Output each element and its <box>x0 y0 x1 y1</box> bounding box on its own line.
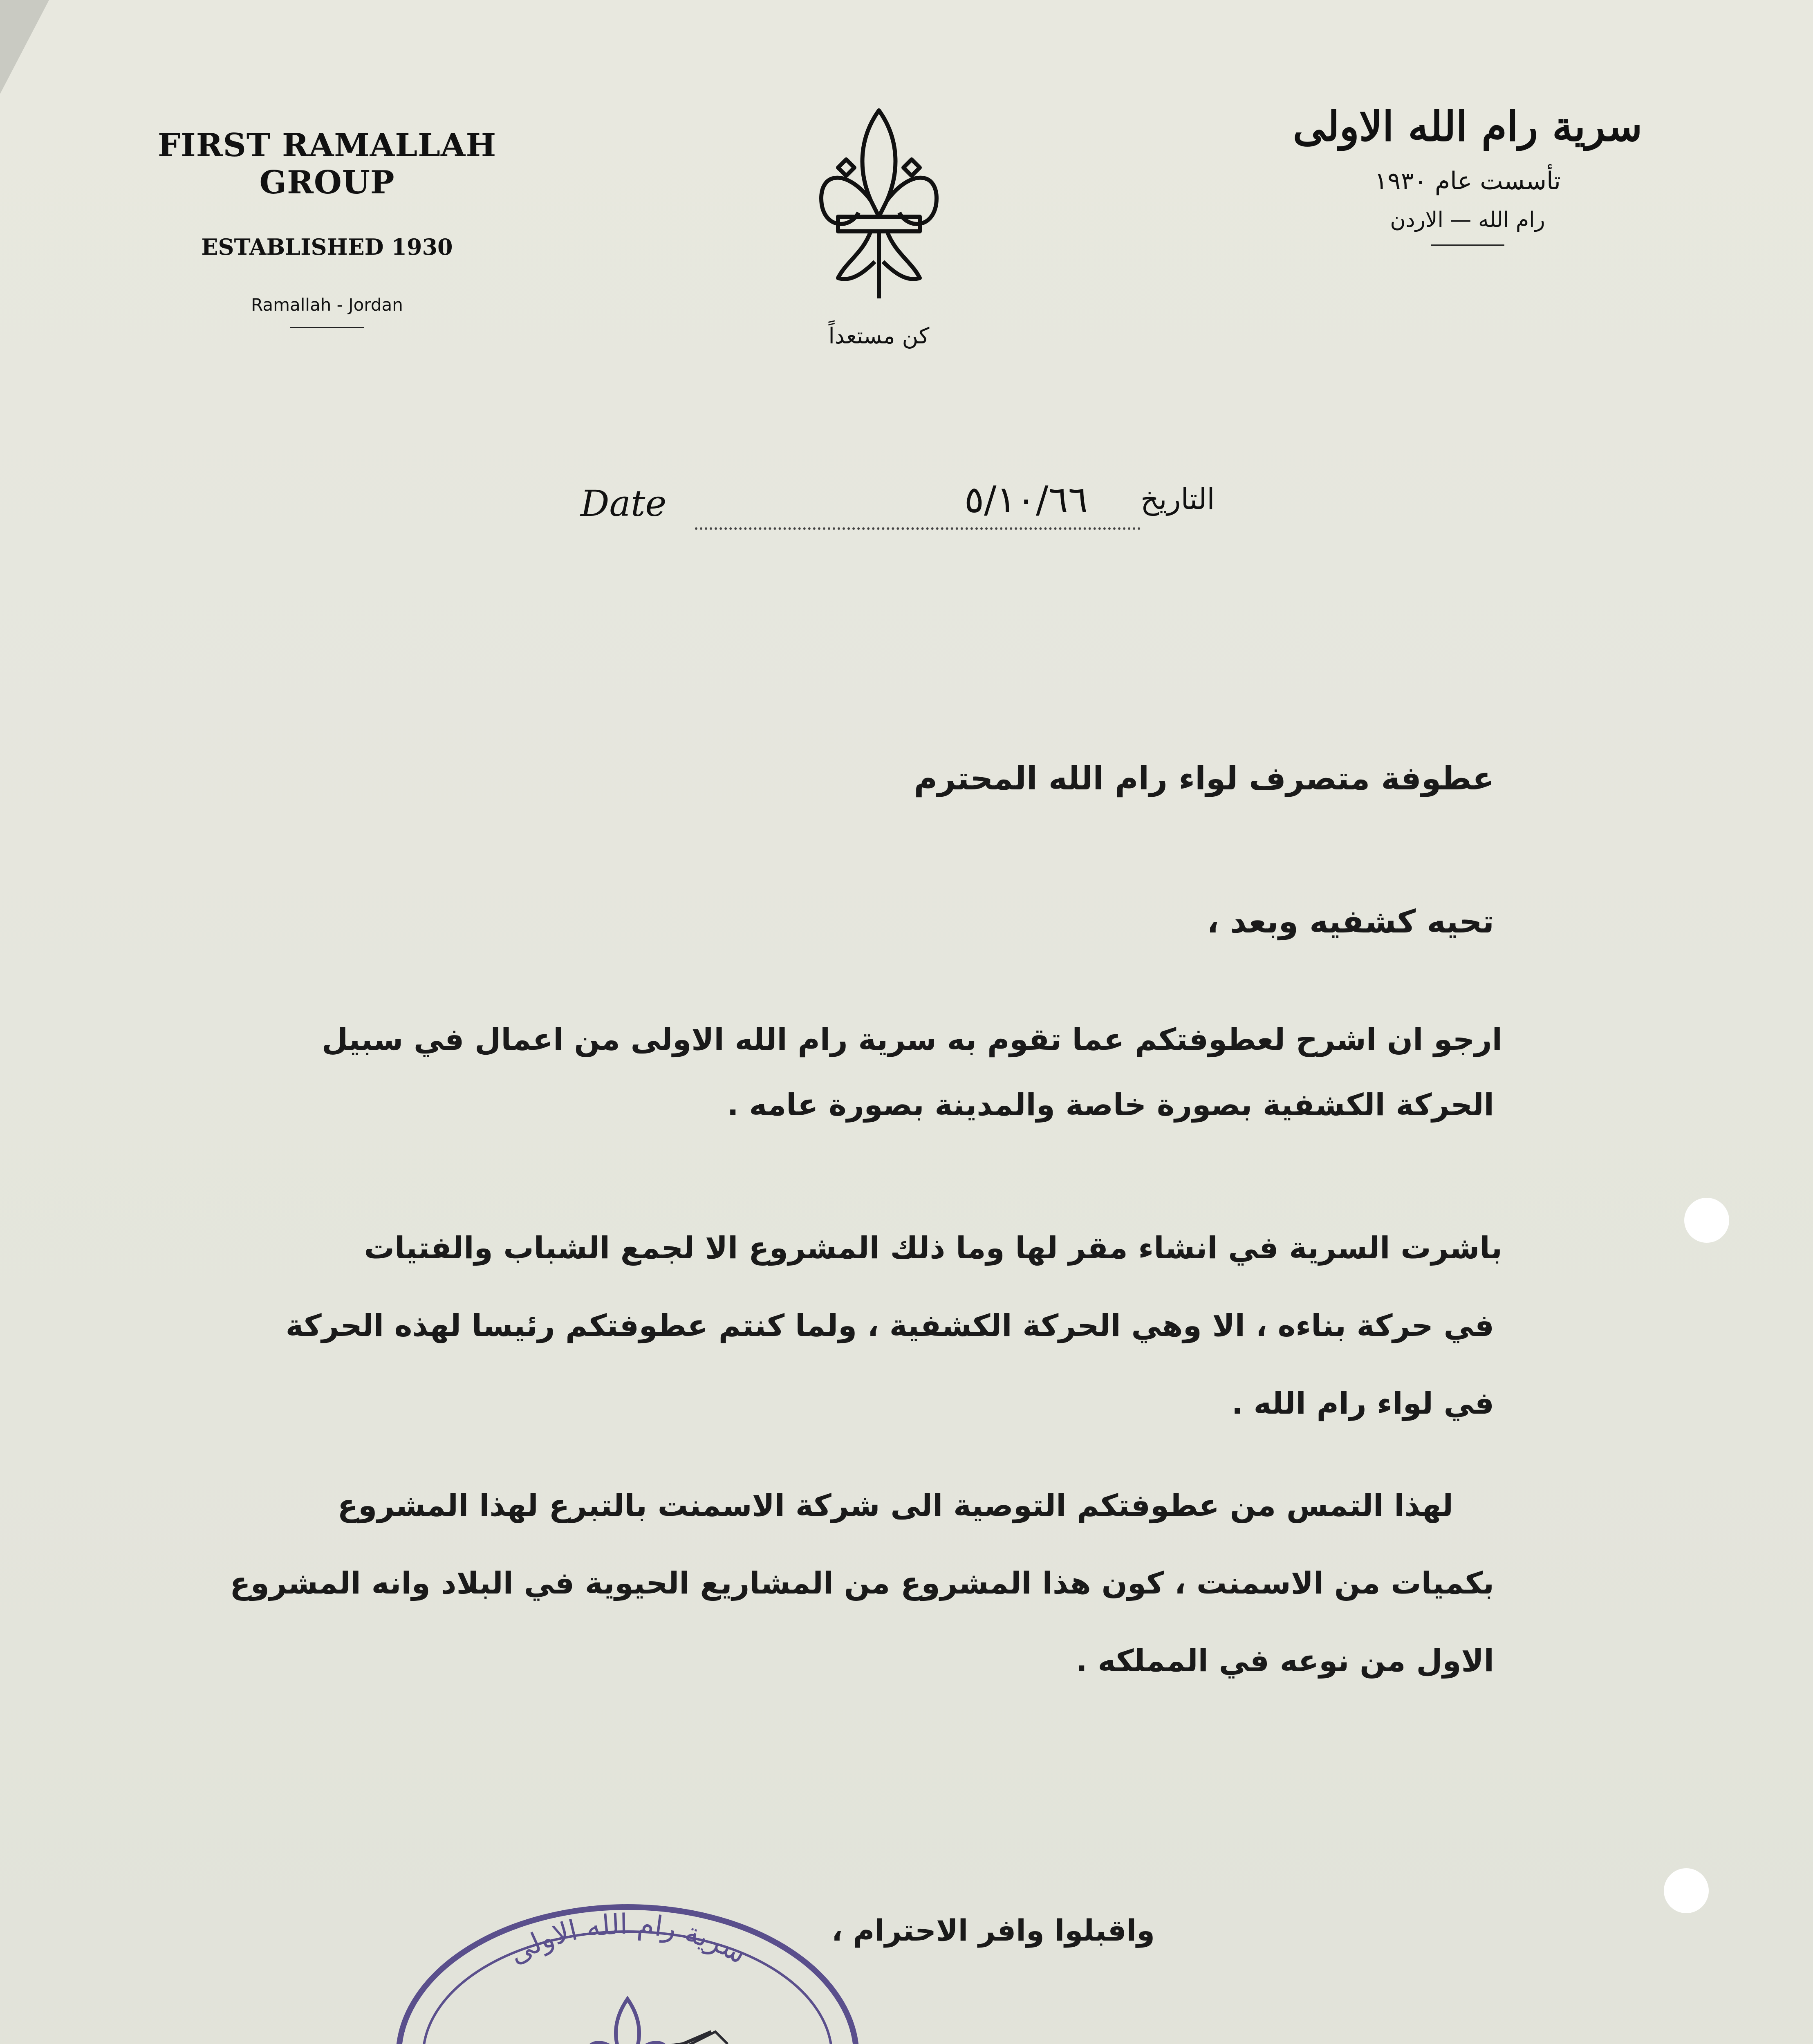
location-ar: رام الله — الاردن <box>1390 208 1545 232</box>
motto: كن مستعداً <box>828 323 930 349</box>
closing: واقبلوا وافر الاحترام ، <box>831 1913 1155 1948</box>
fleur-de-lis-icon <box>813 106 944 303</box>
paragraph-line: لهذا التمس من عطوفتكم التوصية الى شركة الاسمنت بالتبرع لهذا المشروع <box>337 1488 1453 1523</box>
date-label-ar: التاريخ <box>1141 482 1215 516</box>
punch-hole <box>1664 1868 1709 1913</box>
group-stamp <box>388 1897 867 2044</box>
letterhead-english <box>131 127 523 328</box>
divider <box>1431 244 1504 246</box>
letterhead-arabic <box>1267 102 1668 246</box>
paragraph-line: في لواء رام الله . <box>1231 1386 1494 1421</box>
paragraph-line: الحركة الكشفية بصورة خاصة والمدينة بصورة عامه . <box>727 1087 1494 1123</box>
paragraph-line: ارجو ان اشرح لعطوفتكم عما تقوم به سرية رام الله الاولى من اعمال في سبيل <box>322 1022 1502 1057</box>
date-value: ٥/١٠/٦٦ <box>964 478 1088 521</box>
addressee: عطوفة متصرف لواء رام الله المحترم <box>914 760 1494 797</box>
stamp-text-ar: سرية رام الله الاولى <box>503 1908 752 1971</box>
date-dotted-line <box>695 527 1141 530</box>
paragraph-line: الاول من نوعه في المملكه . <box>1076 1643 1494 1679</box>
divider <box>290 327 364 328</box>
paragraph-line: في حركة بناءه ، الا وهي الحركة الكشفية ، ولما كنتم عطوفتكم رئيسا لهذه الحركة <box>285 1308 1494 1343</box>
folded-corner-top <box>0 0 49 94</box>
established-en: ESTABLISHED 1930 <box>201 234 453 260</box>
location-en: Ramallah - Jordan <box>251 295 403 315</box>
organization-name-en: FIRST RAMALLAH GROUP <box>157 127 497 201</box>
established-ar: تأسست عام ١٩٣٠ <box>1374 167 1561 195</box>
paragraph-line: باشرت السرية في انشاء مقر لها وما ذلك المشروع الا لجمع الشباب والفتيات <box>364 1230 1502 1266</box>
paragraph-line: بكميات من الاسمنت ، كون هذا المشروع من المشاريع الحيوية في البلاد وانه المشروع <box>230 1566 1494 1601</box>
organization-name-ar: سرية رام الله الاولى <box>1293 102 1643 150</box>
date-label-en: Date <box>580 482 667 524</box>
greeting: تحيه كشفيه وبعد ، <box>1207 903 1494 940</box>
punch-hole <box>1684 1198 1729 1243</box>
